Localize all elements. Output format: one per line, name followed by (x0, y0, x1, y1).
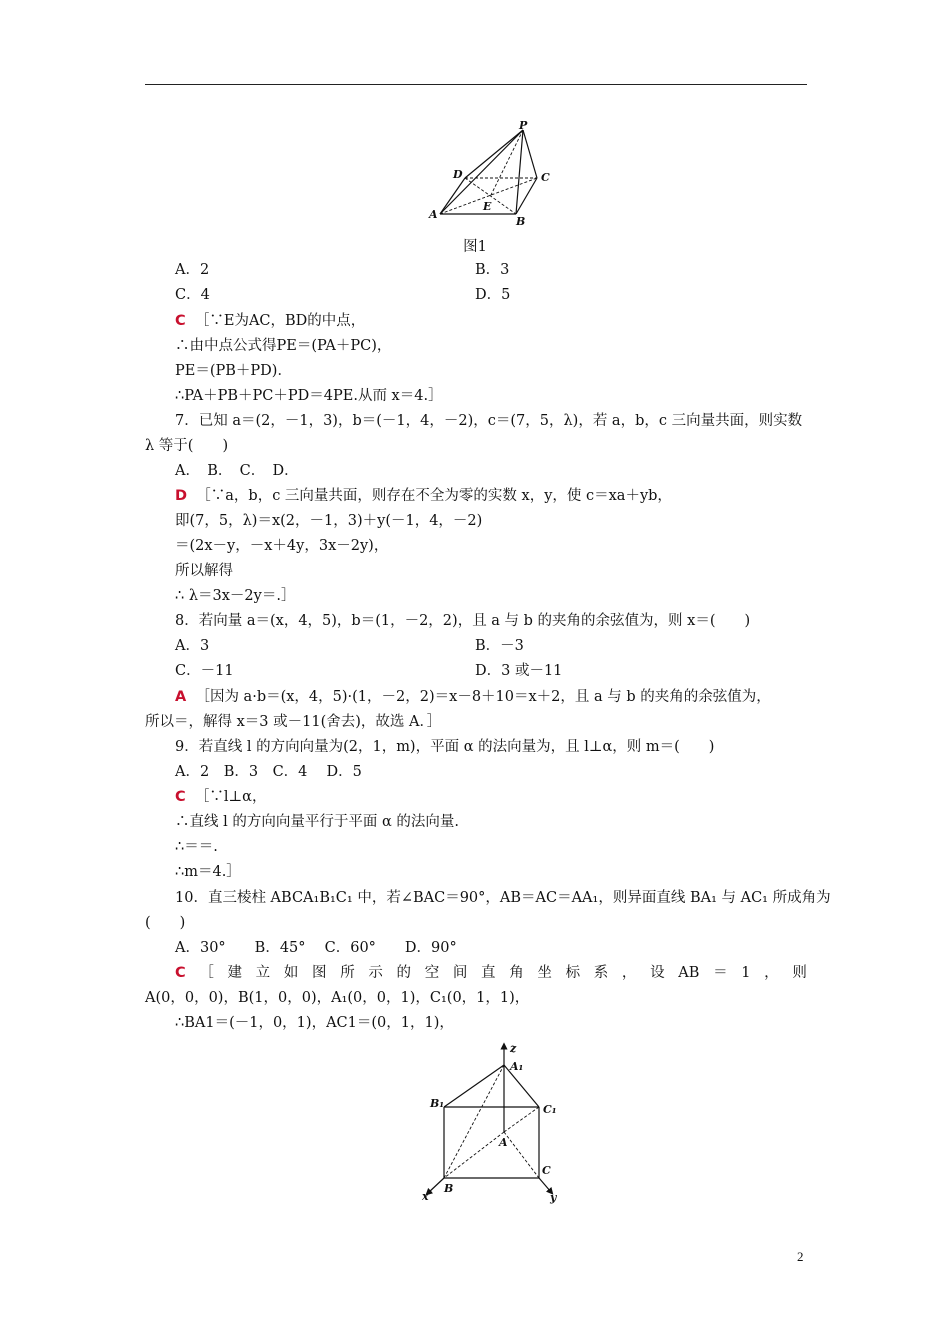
q6-option-b: B．3 (475, 262, 510, 278)
label-C1: C₁ (543, 1103, 557, 1116)
q7-stem: 7．已知 a＝(2，－1，3)，b＝(－1，4，－2)，c＝(7，5，λ)，若 a，b，c 三向量共面，则实数 (175, 413, 803, 429)
q7-solution-line4: 所以解得 (175, 563, 233, 579)
edge-PB (516, 130, 523, 214)
q8-answer: A (175, 689, 187, 705)
q10-solution-word: ， (764, 965, 779, 981)
q9-stem: 9．若直线 l 的方向向量为(2，1，m)，平面 α 的法向量为，且 l⊥α，则 m＝( ) (175, 739, 715, 755)
label-C: C (542, 1164, 551, 1177)
q10-solution-line3: ∴BA1＝(－1，0，1)，AC1＝(0，1，1)， (175, 1015, 454, 1031)
q10-solution-word: 坐 (537, 965, 552, 981)
q10-solution-word: 间 (452, 965, 468, 981)
q9-options: A．2 B．3 C．4 D．5 (175, 764, 362, 780)
q6-option-c: C．4 (175, 287, 210, 303)
q10-solution-word: 空 (424, 965, 440, 981)
q10-solution-word: 所 (340, 965, 355, 981)
q6-solution-line3: PE＝(PB＋PD)． (175, 363, 292, 379)
q10-solution-line (175, 963, 807, 983)
label-B: B (516, 215, 526, 228)
segment-BA1 (444, 1065, 504, 1178)
q10-options: A．30° B．45° C．60° D．90° (175, 940, 457, 956)
q7-answer: D (175, 488, 188, 504)
q6-answer: C (175, 313, 186, 329)
label-A: A (429, 208, 438, 221)
q6-option-d: D．5 (475, 287, 511, 303)
q9-solution-text: ［∵l⊥α， (194, 789, 267, 805)
q6-solution-line (175, 311, 365, 331)
q10-solution-word: ， (621, 965, 637, 981)
q10-solution-word: 设 (650, 965, 665, 981)
label-x: x (422, 1190, 429, 1203)
label-D: D (453, 168, 463, 181)
q7-solution-text: ［∵a，b，c 三向量共面，则存在不全为零的实数 x，y，使 c＝xa＋yb， (196, 488, 672, 504)
pyramid-figure (420, 120, 560, 230)
q9-solution-line (175, 787, 266, 807)
q6-solution-line4: ∴PA＋PB＋PC＋PD＝4PE.从而 x＝4.］ (175, 388, 443, 404)
q10-solution-word: 系 (593, 965, 609, 981)
label-C: C (541, 171, 550, 184)
y-axis (539, 1178, 551, 1192)
edge-AB (444, 1132, 504, 1178)
label-y: y (550, 1191, 557, 1204)
q7-stem-cont: λ 等于( ) (145, 438, 229, 454)
label-A1: A₁ (510, 1060, 524, 1073)
q7-options: A． B． C． D． (175, 463, 299, 479)
prism-coordinate-figure (418, 1040, 568, 1205)
q10-stem-cont: ( ) (145, 915, 186, 931)
q10-solution-word: 的 (396, 965, 412, 981)
q8-option-d: D．3 或－11 (475, 663, 563, 679)
q10-solution-word: 则 (792, 965, 807, 981)
q10-stem: 10．直三棱柱 ABCA₁B₁C₁ 中，若∠BAC＝90°，AB＝AC＝AA₁，则异面直线 BA₁ 与 AC₁ 所成角为 (175, 890, 831, 906)
label-P: P (519, 120, 528, 132)
x-axis (428, 1178, 444, 1193)
q10-solution-word: 图 (312, 965, 327, 981)
q10-solution-word: AB (678, 965, 700, 981)
q7-solution-line3: ＝(2x－y，－x＋4y，3x－2y)， (175, 538, 389, 554)
q6-option-a: A．2 (175, 262, 210, 278)
edge-AC (504, 1132, 539, 1178)
q8-option-a: A．3 (175, 638, 210, 654)
q9-solution-line3: ∴＝＝. (175, 839, 218, 855)
q7-solution-line (175, 486, 672, 506)
q10-solution-word: 角 (509, 965, 524, 981)
q8-solution-line2: 所以＝，解得 x＝3 或－11(舍去)，故选 A．］ (145, 714, 442, 730)
edge-AD (440, 178, 465, 214)
edge-A1B1 (444, 1065, 504, 1107)
q6-solution-line2: ∴由中点公式得PE＝(PA＋PC)， (175, 338, 392, 354)
q7-solution-line2: 即(7，5，λ)＝x(2，－1，3)＋y(－1，4，－2) (175, 513, 483, 529)
q8-stem: 8．若向量 a＝(x，4，5)，b＝(1，－2，2)，且 a 与 b 的夹角的余弦值为，则 x＝( ) (175, 613, 751, 629)
q10-solution-line2: A(0，0，0)，B(1，0，0)，A₁(0，0，1)，C₁(0，1，1)， (145, 990, 530, 1006)
q7-solution-line5: ∴ λ＝3x－2y＝.］ (175, 588, 296, 604)
q10-solution-word: 示 (368, 965, 383, 981)
q6-solution-text: ［∵E为AC，BD的中点， (194, 313, 366, 329)
q10-solution-word: 直 (481, 965, 496, 981)
q8-option-c: C．－11 (175, 663, 234, 679)
q9-answer: C (175, 789, 186, 805)
q8-solution-line (175, 687, 771, 707)
label-B1: B₁ (430, 1097, 445, 1110)
q9-solution-line4: ∴m＝4.］ (175, 864, 241, 880)
q10-solution-word: ＝ (713, 965, 728, 981)
edge-PC (523, 130, 537, 178)
segment-AC1 (504, 1107, 539, 1132)
q10-answer: C (175, 965, 186, 981)
header-rule (145, 84, 807, 85)
edge-DP (465, 130, 523, 178)
label-A: A (499, 1136, 508, 1149)
label-B: B (444, 1182, 454, 1195)
q10-solution-word: ［ (199, 965, 214, 981)
q10-solution-word: 如 (283, 965, 299, 981)
label-E: E (483, 200, 492, 213)
q10-solution-word: 1 (741, 965, 751, 981)
label-z: z (510, 1042, 517, 1055)
q10-solution-word: 建 (227, 965, 242, 981)
q10-solution-word: 标 (565, 965, 581, 981)
figure1-caption: 图1 (463, 239, 487, 255)
page-number: 2 (797, 1249, 804, 1264)
q9-solution-line2: ∴直线 l 的方向向量平行于平面 α 的法向量. (175, 814, 459, 830)
q8-option-b: B．－3 (475, 638, 524, 654)
q10-solution-word: 立 (255, 965, 271, 981)
q8-solution-text: ［因为 a·b＝(x，4，5)·(1，－2，2)＝x－8＋10＝x＋2，且 a 与 b 的夹角的余弦值为， (195, 689, 771, 705)
